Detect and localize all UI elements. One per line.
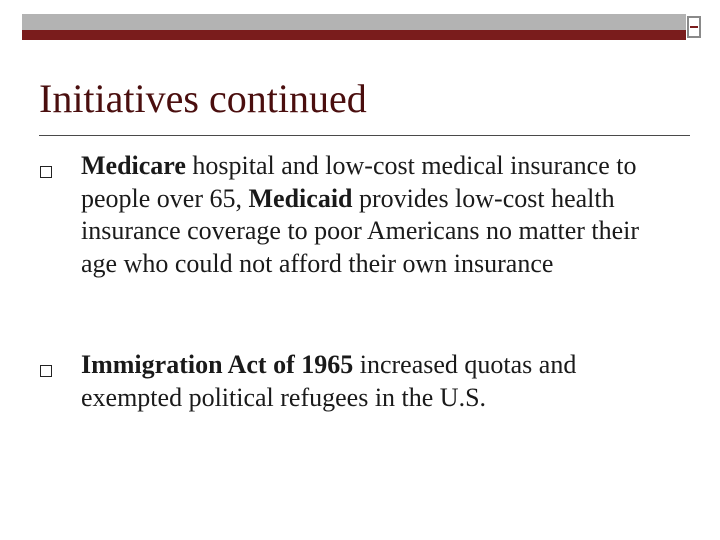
- top-maroon-band: [22, 30, 688, 40]
- title-divider: [39, 135, 690, 136]
- corner-square-icon: [686, 14, 704, 40]
- bullet-text: [81, 349, 681, 414]
- hollow-square-bullet-icon: [40, 365, 52, 377]
- bullet-text: [81, 150, 681, 280]
- bullet-bold-term: Medicaid: [248, 183, 353, 213]
- hollow-square-bullet-icon: [40, 166, 52, 178]
- bullet-bold-term: Medicare: [81, 151, 186, 180]
- slide-title: Initiatives continued: [39, 76, 367, 121]
- bullet-text-segment: increased quotas and exempted political refugees in the U.S.: [81, 350, 577, 412]
- bullet-bold-term: Immigration Act of 1965: [81, 350, 354, 379]
- top-decorative-bar: [22, 14, 688, 41]
- bullet-text-segment: hospital and low-cost medical insurance to people over 65,: [81, 151, 637, 213]
- top-grey-band: [22, 14, 688, 30]
- bullet-text-segment: provides low-cost health insurance coverage to poor Americans no matter their age who could not afford their own insurance: [81, 183, 640, 278]
